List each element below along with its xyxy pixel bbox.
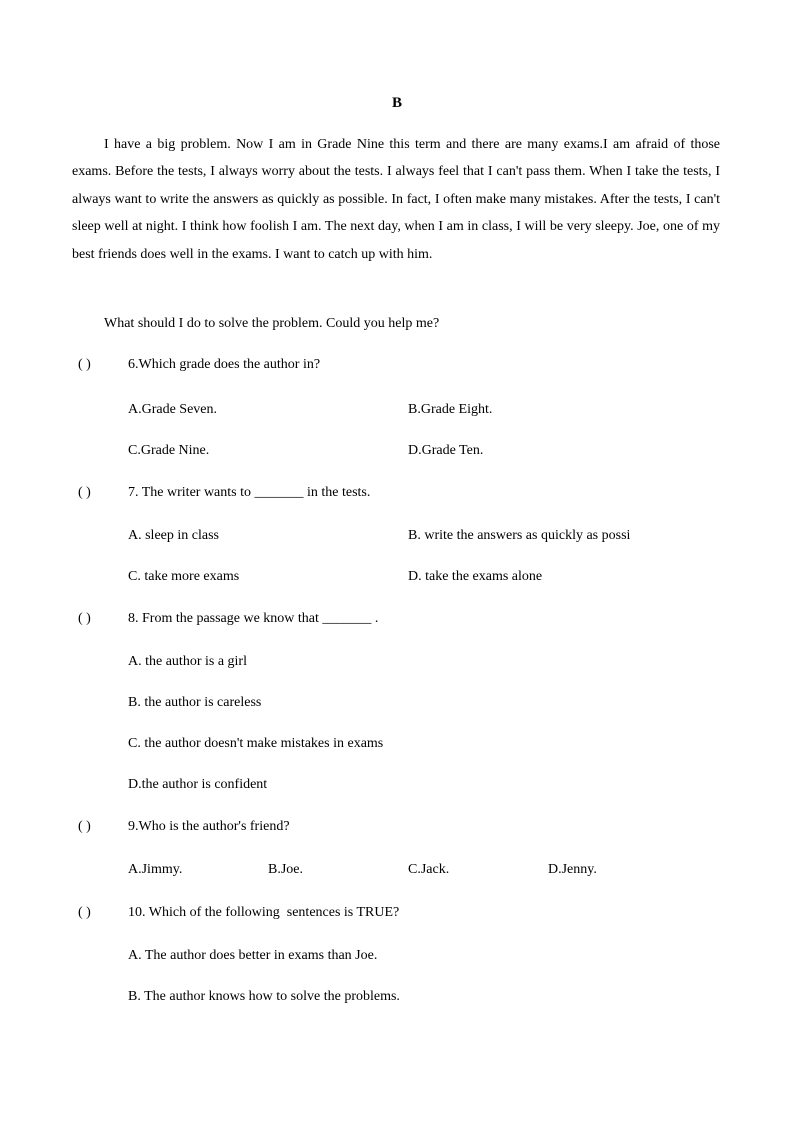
option-6b: B.Grade Eight. — [408, 402, 493, 417]
question-stem: 9.Who is the author's friend? — [128, 819, 290, 834]
option-8a: A. the author is a girl — [128, 654, 247, 669]
answer-bracket[interactable]: ( ) — [78, 611, 91, 626]
answer-bracket[interactable]: ( ) — [78, 905, 91, 920]
option-9c: C.Jack. — [408, 862, 450, 877]
option-8d: D.the author is confident — [128, 777, 268, 792]
option-9b: B.Joe. — [268, 862, 303, 877]
option-6c: C.Grade Nine. — [128, 443, 210, 458]
answer-bracket[interactable]: ( ) — [78, 819, 91, 834]
question-7 — [78, 485, 370, 501]
passage-paragraph-2: What should I do to solve the problem. Could you help me? — [104, 316, 440, 331]
question-stem: 6.Which grade does the author in? — [128, 357, 321, 372]
option-10b: B. The author knows how to solve the problems. — [128, 989, 400, 1004]
option-6a: A.Grade Seven. — [128, 402, 218, 417]
question-stem: 8. From the passage we know that _______ . — [128, 611, 379, 626]
question-10 — [78, 905, 399, 921]
question-8 — [78, 611, 378, 627]
option-6d: D.Grade Ten. — [408, 443, 484, 458]
question-9 — [78, 819, 290, 835]
option-10a: A. The author does better in exams than Joe. — [128, 948, 378, 963]
option-7b: B. write the answers as quickly as possi — [408, 528, 631, 543]
question-stem: 10. Which of the following sentences is TRUE? — [128, 905, 400, 920]
question-stem: 7. The writer wants to _______ in the tests. — [128, 485, 371, 500]
option-7d: D. take the exams alone — [408, 569, 543, 584]
answer-bracket[interactable]: ( ) — [78, 357, 91, 372]
question-6 — [78, 357, 320, 373]
option-8b: B. the author is careless — [128, 695, 262, 710]
answer-bracket[interactable]: ( ) — [78, 485, 91, 500]
option-9d: D.Jenny. — [548, 862, 597, 877]
option-9a: A.Jimmy. — [128, 862, 183, 877]
option-7a: A. sleep in class — [128, 528, 219, 543]
section-title: B — [391, 95, 402, 111]
option-7c: C. take more exams — [128, 569, 240, 584]
passage-paragraph-1: I have a big problem. Now I am in Grade Nine this term and there are many exams.I am afraid of those exams. Before the tests, I always worry about the tests. I always feel that I can't pass them. When I take the tests, I always want to write the answers as quickly as possible. In fact, I often make many mistakes. After the tests, I can't sleep well at night. I think how foolish I am. The next day, when I am in class, I will be very sleepy. Joe, one of my best friends does well in the exams. I want to catch up with him. — [72, 137, 720, 262]
option-8c: C. the author doesn't make mistakes in exams — [128, 736, 384, 751]
